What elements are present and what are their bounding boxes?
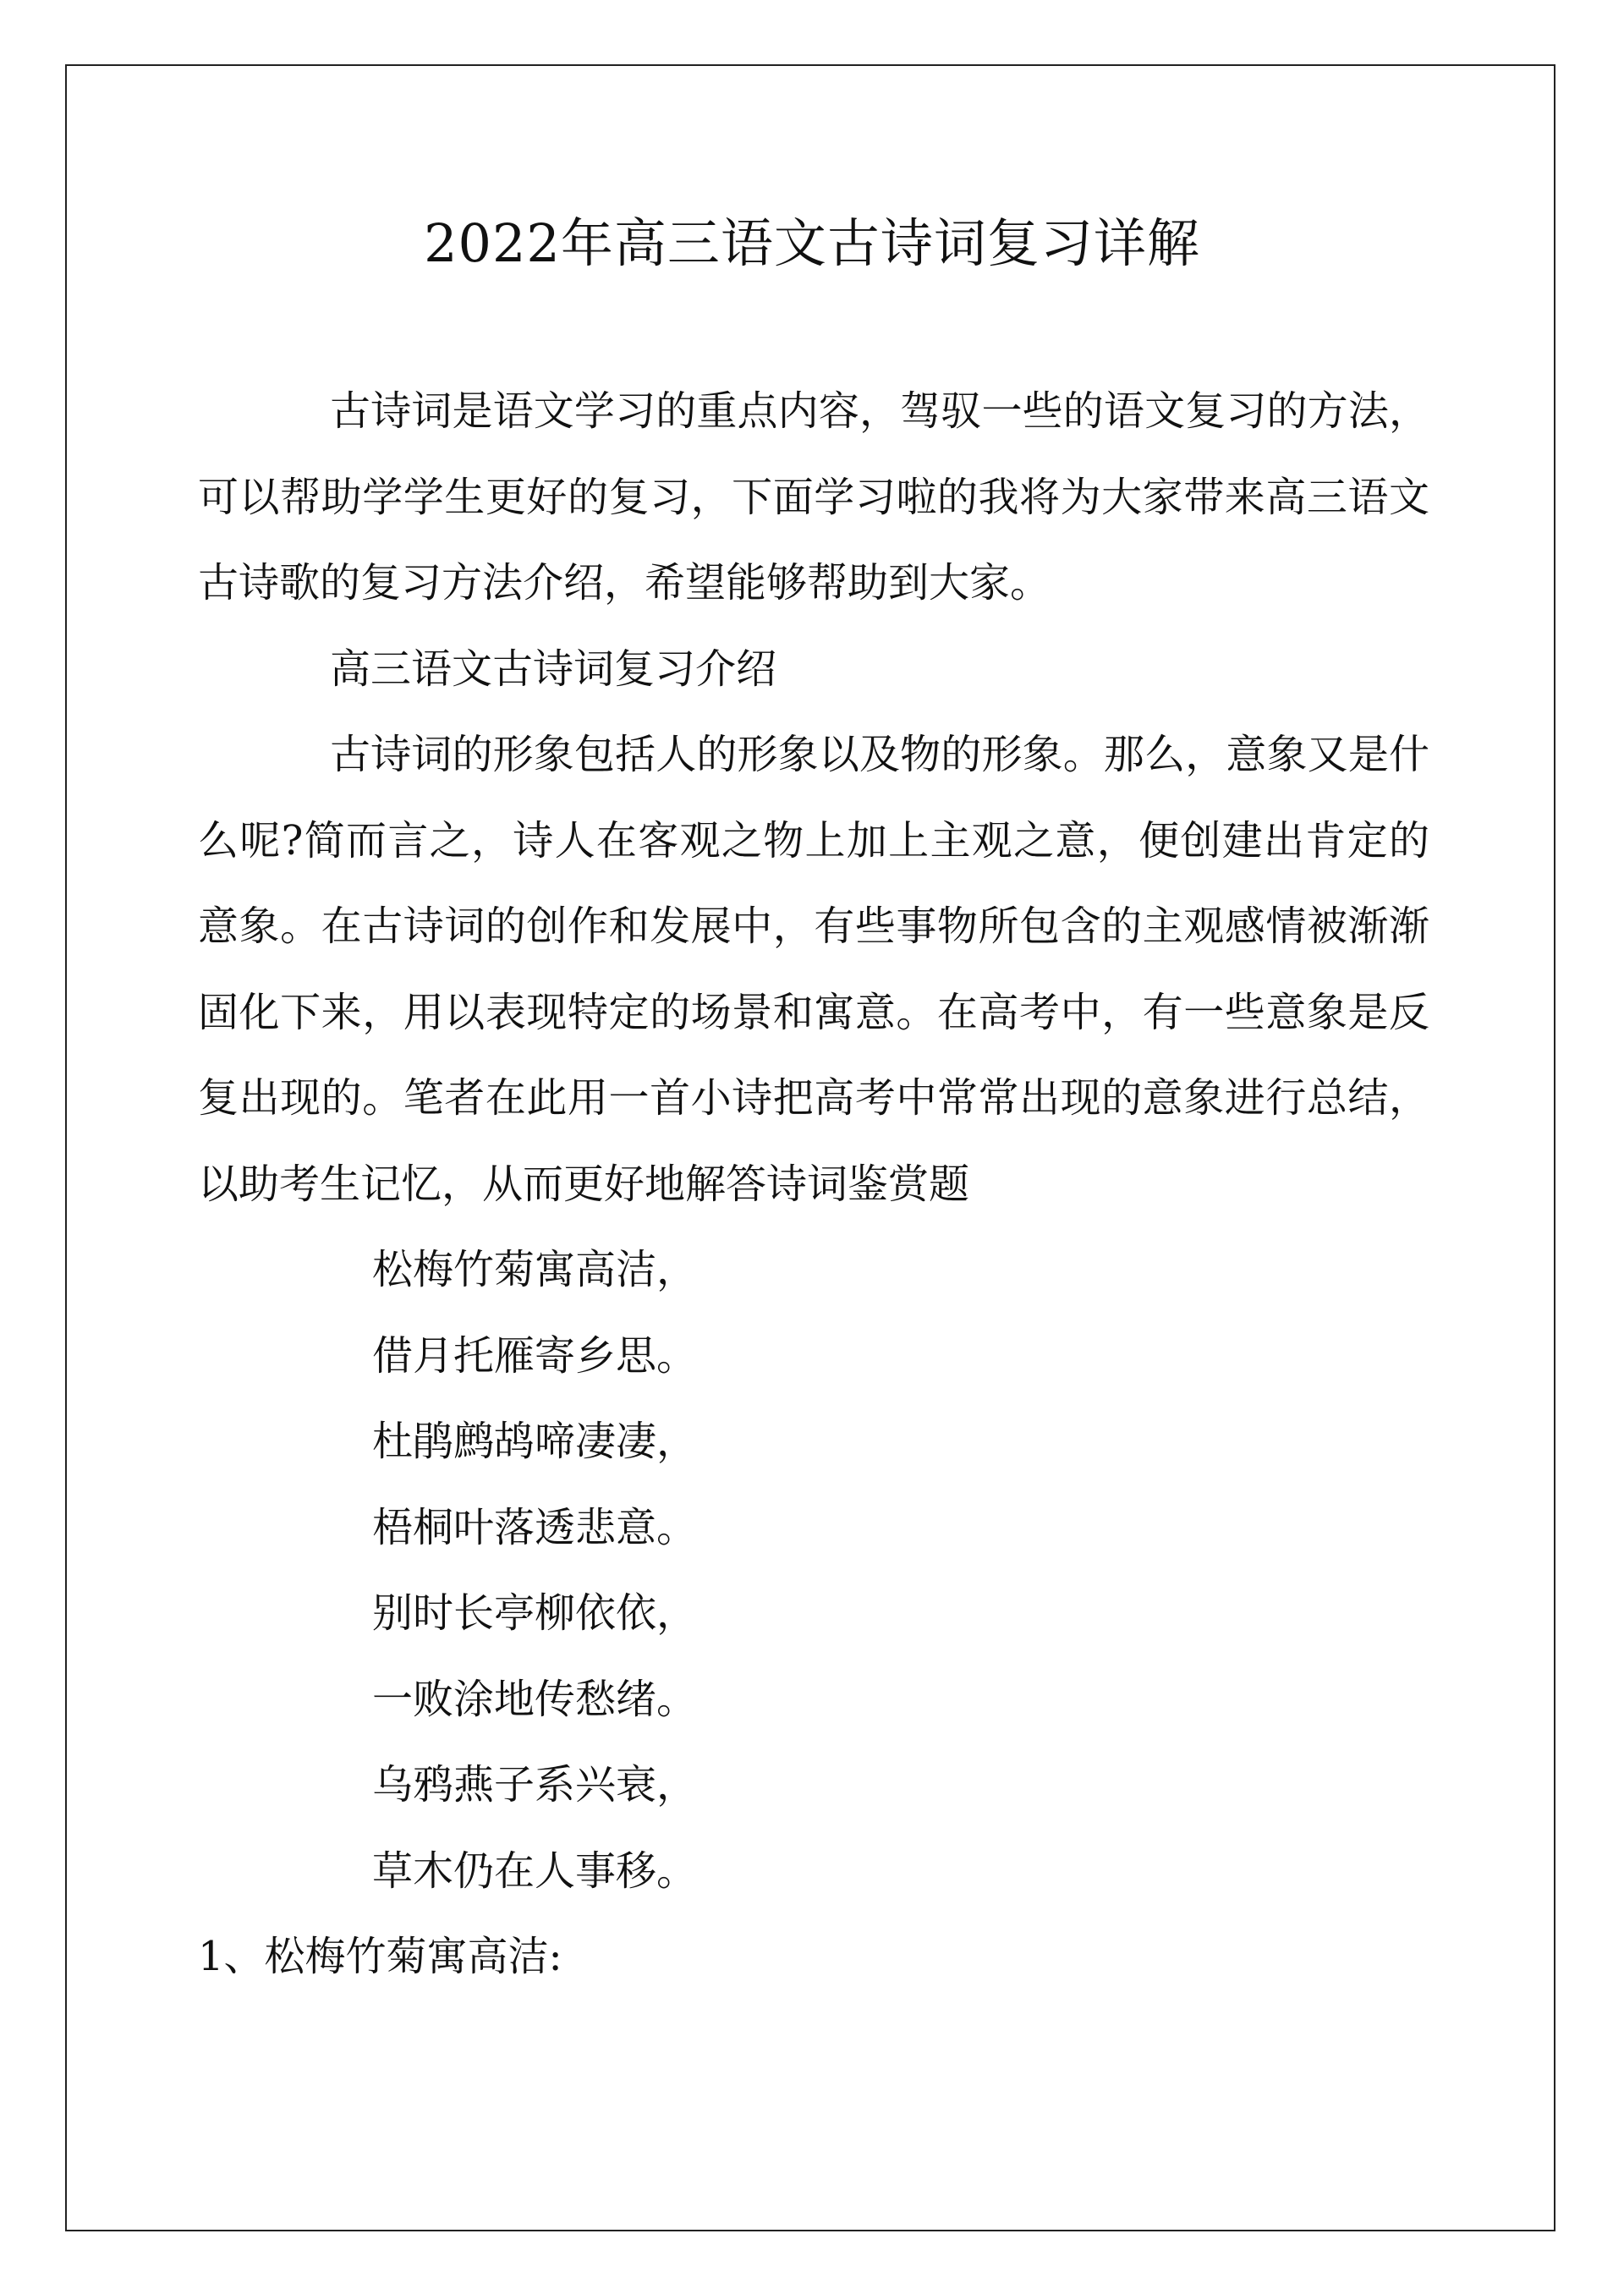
poem-line: 梧桐叶落透悲意。: [372, 1503, 698, 1551]
poem-line: 别时长亭柳依依，: [372, 1589, 698, 1637]
poem-line: 草木仍在人事移。: [372, 1847, 698, 1895]
poem-line: 松梅竹菊寓高洁，: [372, 1246, 698, 1293]
section-heading: 高三语文古诗词复习介绍: [330, 645, 777, 693]
document-body: [198, 369, 1429, 2000]
list-item-label: 1、松梅竹菊寓高洁:: [198, 1933, 562, 1980]
poem-line: 一败涂地传愁绪。: [372, 1675, 698, 1723]
poem-line: 借月托雁寄乡思。: [372, 1331, 698, 1380]
poem-line: 乌鸦燕子系兴衰，: [372, 1761, 698, 1808]
intro-paragraph: 古诗词是语文学习的重点内容，驾驭一些的语文复习的方法，可以帮助学学生更好的复习，下面学习啦的我将为大家带来高三语文古诗歌的复习方法介绍，希望能够帮助到大家。: [198, 387, 1429, 606]
poem: [198, 1227, 1429, 1914]
poem-line: 杜鹃鹧鸪啼凄凄，: [372, 1418, 698, 1465]
document-title: 2022年高三语文古诗词复习详解: [424, 212, 1200, 274]
body-paragraph: 古诗词的形象包括人的形象以及物的形象。那么，意象又是什么呢?简而言之，诗人在客观之物上加上主观之意，便创建出肯定的意象。在古诗词的创作和发展中，有些事物所包含的主观感情被渐渐固化下来，用以表现特定的场景和寓意。在高考中，有一些意象是反复出现的。笔者在此用一首小诗把高考中常常出现的意象进行总结，以助考生记忆，从而更好地解答诗词鉴赏题: [198, 731, 1429, 1208]
